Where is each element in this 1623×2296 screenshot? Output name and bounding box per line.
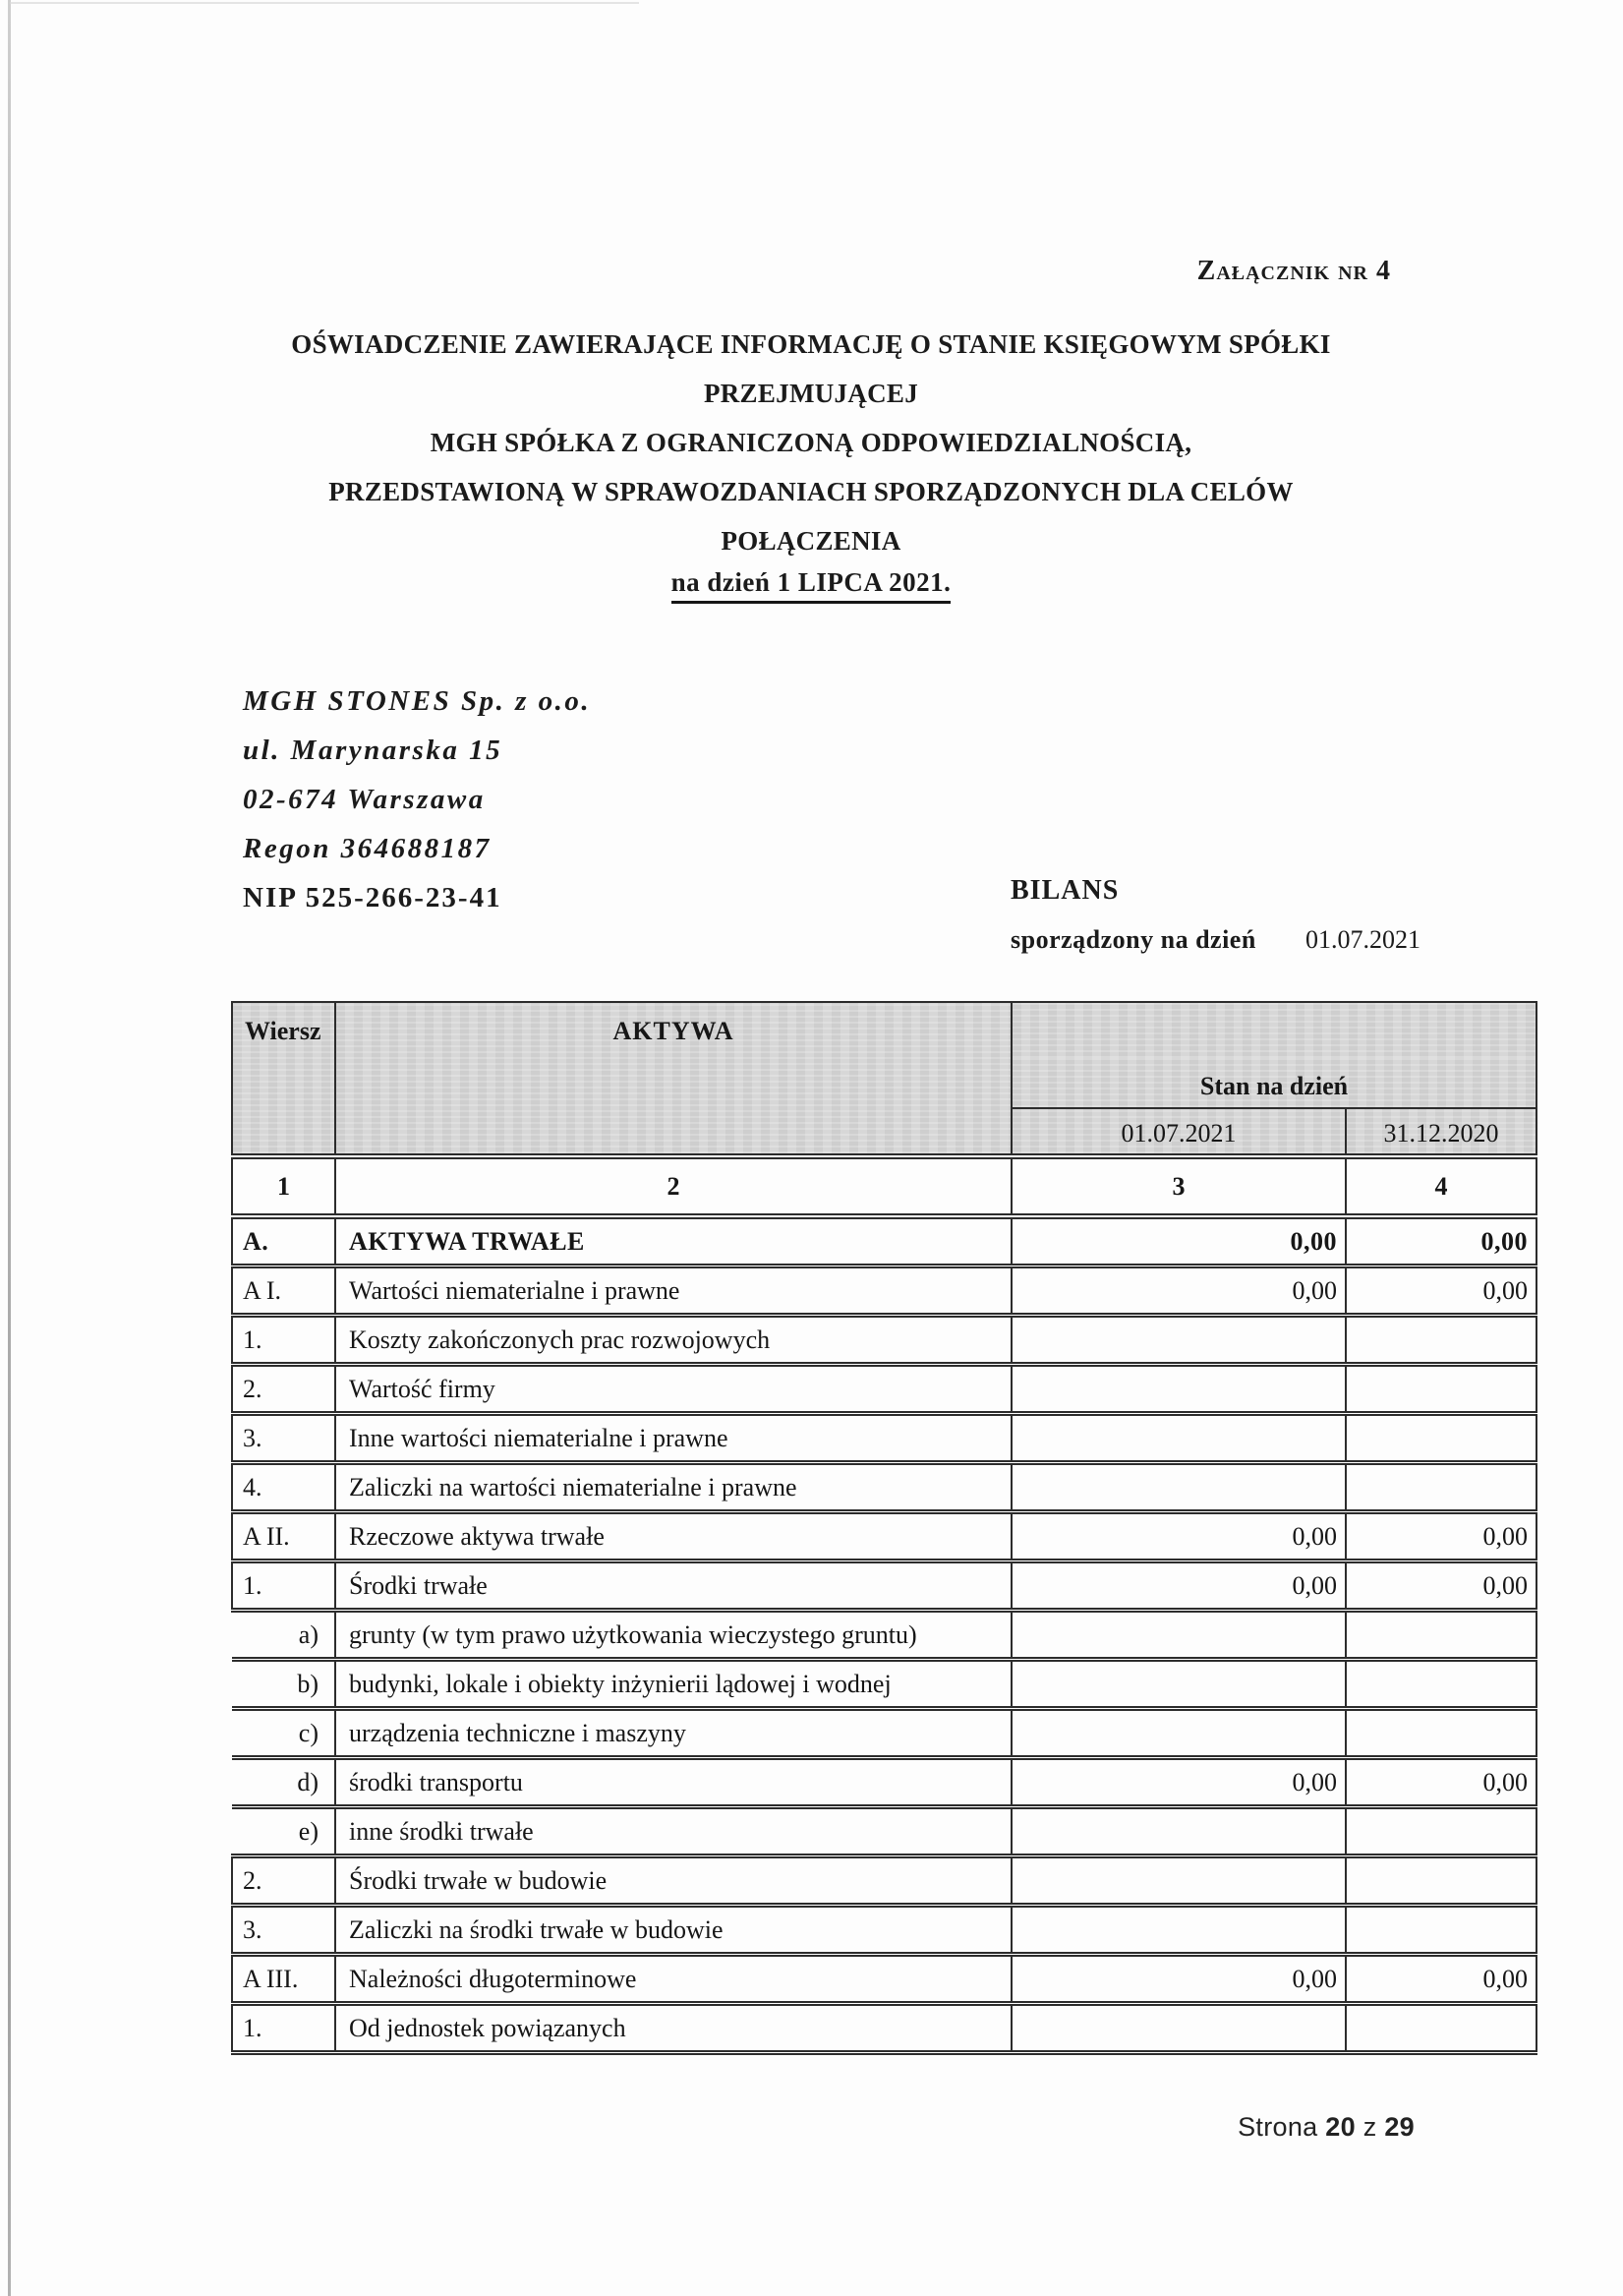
column-number-3: 3 [1012, 1156, 1346, 1216]
row-value-2020: 0,00 [1346, 1955, 1536, 2004]
row-label: budynki, lokale i obiekty inżynierii lądowej i wodnej [335, 1660, 1012, 1709]
row-number: A III. [232, 1955, 335, 2004]
row-label: Wartość firmy [335, 1365, 1012, 1414]
table-row [232, 2004, 1536, 2053]
attachment-label: Załącznik nr 4 [1196, 256, 1391, 286]
company-city: 02-674 Warszawa [243, 784, 486, 815]
table-row [232, 1365, 1536, 1414]
company-street: ul. Marynarska 15 [243, 735, 503, 766]
row-value-2021 [1012, 1906, 1346, 1955]
bilans-prepared-date: 01.07.2021 [1305, 925, 1420, 954]
footer-page-word: Strona [1238, 2112, 1318, 2142]
title-line-4: PRZEDSTAWIONĄ W SPRAWOZDANIACH SPORZĄDZONYCH DLA CELÓW [328, 477, 1294, 506]
col-header-wiersz: Wiersz [232, 1002, 335, 1156]
row-number: 1. [232, 1316, 335, 1365]
balance-table-header [232, 1002, 1536, 1216]
row-label: inne środki trwałe [335, 1807, 1012, 1856]
company-nip: NIP 525-266-23-41 [243, 882, 502, 913]
row-number: 1. [232, 2004, 335, 2053]
row-value-2020 [1346, 1709, 1536, 1758]
column-number-row [232, 1156, 1536, 1216]
document-title [162, 320, 1460, 565]
company-block [243, 677, 591, 922]
row-value-2020 [1346, 1906, 1536, 1955]
page-footer [1238, 2112, 1415, 2143]
column-number-4: 4 [1346, 1156, 1536, 1216]
bilans-subtitle [1011, 925, 1561, 955]
col-header-date-previous: 31.12.2020 [1346, 1108, 1536, 1156]
row-value-2021 [1012, 2004, 1346, 2053]
footer-total-pages: 29 [1384, 2112, 1415, 2142]
row-label: Zaliczki na środki trwałe w budowie [335, 1906, 1012, 1955]
row-number: 3. [232, 1906, 335, 1955]
col-header-aktywa: AKTYWA [335, 1002, 1012, 1156]
row-label: Od jednostek powiązanych [335, 2004, 1012, 2053]
column-number-1: 1 [232, 1156, 335, 1216]
row-number: 4. [232, 1463, 335, 1512]
row-value-2020: 0,00 [1346, 1266, 1536, 1316]
table-row [232, 1414, 1536, 1463]
table-row [232, 1611, 1536, 1660]
row-value-2020 [1346, 1365, 1536, 1414]
row-value-2020: 0,00 [1346, 1561, 1536, 1611]
table-row [232, 1216, 1536, 1266]
row-number: A. [232, 1216, 335, 1266]
row-number: A II. [232, 1512, 335, 1561]
row-label: Środki trwałe [335, 1561, 1012, 1611]
row-value-2020 [1346, 1807, 1536, 1856]
row-value-2020 [1346, 2004, 1536, 2053]
row-value-2021 [1012, 1316, 1346, 1365]
footer-of-word: z [1362, 2112, 1377, 2142]
row-value-2021 [1012, 1414, 1346, 1463]
row-number: 1. [232, 1561, 335, 1611]
row-value-2021: 0,00 [1012, 1216, 1346, 1266]
table-row [232, 1512, 1536, 1561]
balance-table [231, 1001, 1537, 2055]
row-number: a) [232, 1611, 335, 1660]
row-value-2020 [1346, 1856, 1536, 1906]
title-date-wrap [162, 567, 1460, 604]
row-label: Należności długoterminowe [335, 1955, 1012, 2004]
table-row [232, 1463, 1536, 1512]
table-row [232, 1807, 1536, 1856]
row-value-2021 [1012, 1660, 1346, 1709]
title-date-line: na dzień 1 LIPCA 2021. [671, 567, 952, 604]
row-label: środki transportu [335, 1758, 1012, 1807]
col-header-date-current: 01.07.2021 [1012, 1108, 1346, 1156]
column-number-2: 2 [335, 1156, 1012, 1216]
row-value-2021 [1012, 1365, 1346, 1414]
title-line-1: OŚWIADCZENIE ZAWIERAJĄCE INFORMACJĘ O STANIE KSIĘGOWYM SPÓŁKI [291, 329, 1331, 359]
row-value-2021: 0,00 [1012, 1266, 1346, 1316]
balance-table-body [232, 1216, 1536, 2053]
row-number: d) [232, 1758, 335, 1807]
row-value-2021 [1012, 1463, 1346, 1512]
row-value-2020: 0,00 [1346, 1758, 1536, 1807]
title-line-2: PRZEJMUJĄCEJ [703, 379, 919, 408]
bilans-title: BILANS [1011, 875, 1120, 906]
table-row [232, 1906, 1536, 1955]
row-value-2020: 0,00 [1346, 1216, 1536, 1266]
row-label: AKTYWA TRWAŁE [335, 1216, 1012, 1266]
row-label: Środki trwałe w budowie [335, 1856, 1012, 1906]
row-number: 2. [232, 1856, 335, 1906]
table-row [232, 1709, 1536, 1758]
title-line-5: POŁĄCZENIA [721, 526, 901, 556]
row-label: Inne wartości niematerialne i prawne [335, 1414, 1012, 1463]
title-line-3: MGH SPÓŁKA Z OGRANICZONĄ ODPOWIEDZIALNOŚCIĄ, [430, 428, 1192, 457]
row-value-2021: 0,00 [1012, 1561, 1346, 1611]
row-value-2021: 0,00 [1012, 1955, 1346, 2004]
table-row [232, 1316, 1536, 1365]
row-value-2021: 0,00 [1012, 1758, 1346, 1807]
row-value-2020 [1346, 1414, 1536, 1463]
footer-page-number: 20 [1325, 2112, 1356, 2142]
table-row [232, 1266, 1536, 1316]
table-row [232, 1561, 1536, 1611]
row-label: urządzenia techniczne i maszyny [335, 1709, 1012, 1758]
table-row [232, 1856, 1536, 1906]
row-label: Zaliczki na wartości niematerialne i prawne [335, 1463, 1012, 1512]
row-value-2020 [1346, 1316, 1536, 1365]
row-number: b) [232, 1660, 335, 1709]
table-row [232, 1758, 1536, 1807]
col-header-spacer [1012, 1002, 1536, 1058]
row-value-2020 [1346, 1611, 1536, 1660]
scan-edge-artifact [8, 0, 11, 2296]
company-name: MGH STONES Sp. z o.o. [243, 685, 592, 717]
row-value-2021 [1012, 1611, 1346, 1660]
row-value-2020 [1346, 1463, 1536, 1512]
row-number: c) [232, 1709, 335, 1758]
row-value-2021 [1012, 1807, 1346, 1856]
row-number: A I. [232, 1266, 335, 1316]
row-number: e) [232, 1807, 335, 1856]
row-label: Wartości niematerialne i prawne [335, 1266, 1012, 1316]
table-row [232, 1955, 1536, 2004]
company-regon: Regon 364688187 [243, 833, 492, 864]
row-value-2020: 0,00 [1346, 1512, 1536, 1561]
row-number: 2. [232, 1365, 335, 1414]
row-value-2021: 0,00 [1012, 1512, 1346, 1561]
table-row [232, 1660, 1536, 1709]
scan-top-artifact [10, 2, 639, 4]
bilans-prepared-label: sporządzony na dzień [1011, 925, 1256, 954]
row-label: Koszty zakończonych prac rozwojowych [335, 1316, 1012, 1365]
row-value-2020 [1346, 1660, 1536, 1709]
row-value-2021 [1012, 1709, 1346, 1758]
col-header-stan-na-dzien: Stan na dzień [1012, 1058, 1536, 1108]
row-number: 3. [232, 1414, 335, 1463]
row-value-2021 [1012, 1856, 1346, 1906]
row-label: Rzeczowe aktywa trwałe [335, 1512, 1012, 1561]
row-label: grunty (w tym prawo użytkowania wieczystego gruntu) [335, 1611, 1012, 1660]
